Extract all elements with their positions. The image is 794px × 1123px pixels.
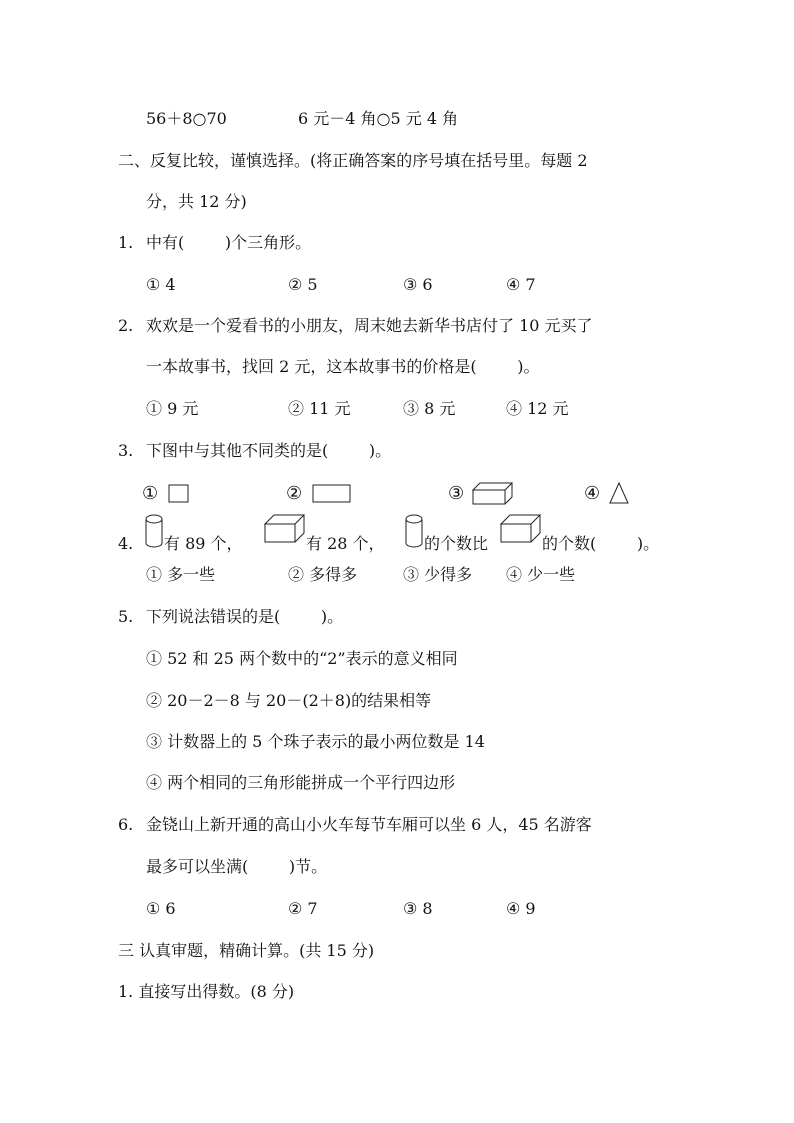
q5-option-3: ③ 计数器上的 5 个珠子表示的最小两位数是 14 xyxy=(146,732,485,751)
rectangle-shape-icon xyxy=(312,484,352,504)
q2-text-line1: 欢欢是一个爱看书的小朋友，周末她去新华书店付了 10 元买了 xyxy=(146,316,593,335)
q3-option-4-label: ④ xyxy=(584,483,601,504)
top-comparison-right: 6 元－4 角○5 元 4 角 xyxy=(298,109,459,128)
q5-option-1: ① 52 和 25 两个数中的“2”表示的意义相同 xyxy=(146,649,458,668)
q2-option-3: ③ 8 元 xyxy=(403,399,456,418)
section2-title-cont: 分，共 12 分) xyxy=(146,192,247,211)
q2-text-line2: 一本故事书，找回 2 元，这本故事书的价格是( )。 xyxy=(146,357,540,376)
q6-option-3: ③ 8 xyxy=(403,899,433,918)
triangle-shape-icon xyxy=(608,481,630,505)
top-comparison-left: 56＋8○70 xyxy=(146,109,227,128)
q5-option-4: ④ 两个相同的三角形能拼成一个平行四边形 xyxy=(146,773,456,792)
q3-option-2-label: ② xyxy=(286,483,303,504)
q4-option-3: ③ 少得多 xyxy=(403,565,473,584)
q1-text: 中有( )个三角形。 xyxy=(146,233,312,252)
section3-q1: 1. 直接写出得数。(8 分) xyxy=(118,982,295,1001)
q4-option-1: ① 多一些 xyxy=(146,565,216,584)
q4-option-2: ② 多得多 xyxy=(288,565,358,584)
cuboid-shape-icon xyxy=(500,514,542,544)
q2-option-4: ④ 12 元 xyxy=(506,399,569,418)
q5-text: 下列说法错误的是( )。 xyxy=(146,607,344,626)
cylinder-shape-icon xyxy=(404,514,424,550)
q1-number: 1. xyxy=(118,233,134,252)
q4-text-part1: 有 89 个， xyxy=(164,534,243,553)
q4-text-part2: 有 28 个， xyxy=(306,534,385,553)
section2-title: 二、反复比较，谨慎选择。(将正确答案的序号填在括号里。每题 2 xyxy=(118,151,588,170)
q6-option-1: ① 6 xyxy=(146,899,176,918)
square-shape-icon xyxy=(168,484,190,504)
q3-option-1-label: ① xyxy=(142,483,159,504)
cuboid-shape-icon xyxy=(472,482,516,506)
q1-option-2: ② 5 xyxy=(288,275,318,294)
section3-title: 三 认真审题，精确计算。(共 15 分) xyxy=(118,941,375,960)
q5-number: 5. xyxy=(118,607,134,626)
q1-option-1: ① 4 xyxy=(146,275,176,294)
q6-text-line2: 最多可以坐满( )节。 xyxy=(146,857,328,876)
q1-option-4: ④ 7 xyxy=(506,275,536,294)
q4-text-part3: 的个数比 xyxy=(424,534,489,553)
q6-text-line1: 金铙山上新开通的高山小火车每节车厢可以坐 6 人，45 名游客 xyxy=(146,815,592,834)
q2-option-2: ② 11 元 xyxy=(288,399,351,418)
q6-number: 6. xyxy=(118,815,134,834)
cuboid-shape-icon xyxy=(264,514,306,544)
q6-option-4: ④ 9 xyxy=(506,899,536,918)
q1-option-3: ③ 6 xyxy=(403,275,433,294)
q5-option-2: ② 20－2－8 与 20－(2＋8)的结果相等 xyxy=(146,691,432,710)
q3-number: 3. xyxy=(118,441,134,460)
q4-number: 4. xyxy=(118,534,134,553)
q2-option-1: ① 9 元 xyxy=(146,399,199,418)
q3-text: 下图中与其他不同类的是( )。 xyxy=(146,441,392,460)
q4-option-4: ④ 少一些 xyxy=(506,565,576,584)
q6-option-2: ② 7 xyxy=(288,899,318,918)
cylinder-shape-icon xyxy=(144,514,164,550)
q4-text-part4: 的个数( )。 xyxy=(542,534,660,553)
q3-option-3-label: ③ xyxy=(448,483,465,504)
q2-number: 2. xyxy=(118,316,134,335)
